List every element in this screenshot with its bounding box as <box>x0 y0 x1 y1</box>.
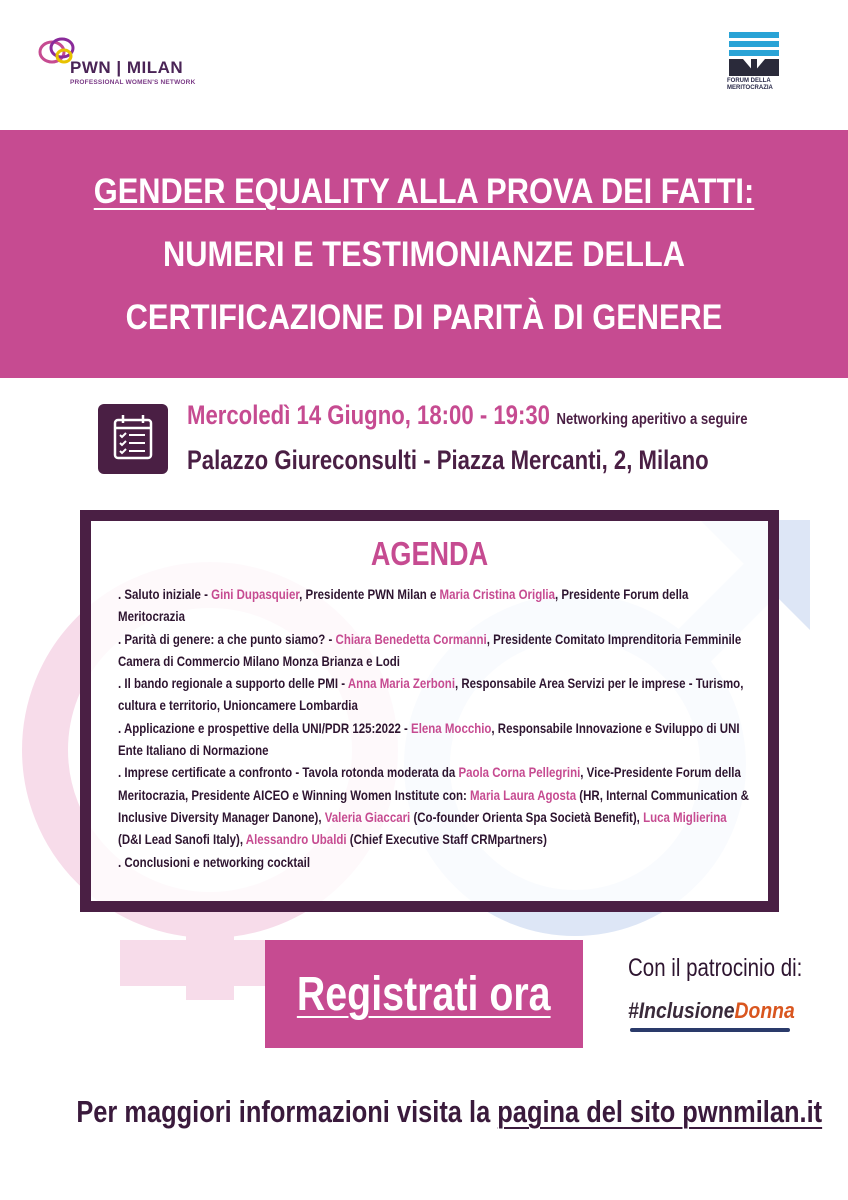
forum-meritocrazia-logo <box>727 32 787 102</box>
agenda-item <box>118 717 749 762</box>
calendar-icon <box>98 404 168 474</box>
event-date-time <box>187 400 748 431</box>
calendar-checklist-icon <box>98 404 168 474</box>
forum-logo-text <box>727 78 789 92</box>
agenda-text: . Imprese certificate a confronto - Tavola rotonda moderata da <box>118 764 459 781</box>
hashtag-underline <box>630 1028 790 1032</box>
agenda-text: . Saluto iniziale - <box>118 586 212 602</box>
speaker-name: Elena Mocchio <box>411 719 492 736</box>
hashtag-suffix: Donna <box>734 998 795 1023</box>
pwn-logo-subtitle: PROFESSIONAL WOMEN'S NETWORK <box>70 79 196 86</box>
footer-info <box>76 1094 823 1130</box>
agenda-text: , Responsabile Area Servizi per le imprese - Turismo, cultura e territorio, Unioncamere Lombardia <box>118 675 744 714</box>
agenda-item <box>118 583 749 628</box>
agenda-text: , Presidente Forum della Meritocrazia <box>118 586 689 625</box>
pwn-milan-logo <box>34 34 194 94</box>
forum-logo-line1: FORUM DELLA <box>727 78 771 84</box>
hashtag-prefix: #Inclusione <box>628 998 735 1023</box>
agenda-text: . Applicazione e prospettive della UNI/PDR 125:2022 - <box>118 719 412 736</box>
event-title <box>86 160 762 349</box>
pwn-logo-name: PWN | MILAN <box>70 58 184 77</box>
speaker-name: Valeria Giaccari <box>324 808 411 825</box>
register-button[interactable] <box>265 940 583 1048</box>
speaker-name: Maria Laura Agosta <box>469 786 577 803</box>
agenda-title: AGENDA <box>370 535 489 572</box>
forum-logo-line2: MERITOCRAZIA <box>727 85 773 91</box>
agenda-text: (Co-founder Orienta Spa Società Benefit), <box>410 808 644 825</box>
agenda-text: . Parità di genere: a che punto siamo? - <box>118 630 336 647</box>
speaker-name: Paola Corna Pellegrini <box>458 764 581 781</box>
agenda-text: , Presidente PWN Milan e <box>299 586 440 602</box>
event-date-time-text: Mercoledì 14 Giugno, 18:00 - 19:30 <box>187 400 550 430</box>
patronage-label: Con il patrocinio di: <box>628 954 803 982</box>
agenda-box <box>80 510 779 912</box>
event-note: Networking aperitivo a seguire <box>556 411 748 428</box>
agenda-item <box>118 761 749 850</box>
register-button-label[interactable]: Registrati ora <box>297 967 551 1021</box>
footer-link[interactable]: pagina del sito pwnmilan.it <box>497 1094 823 1129</box>
speaker-name: Luca Miglierina <box>643 808 727 825</box>
agenda-text: (Chief Executive Staff CRMpartners) <box>346 831 547 848</box>
speaker-name: Anna Maria Zerboni <box>347 675 456 692</box>
forum-mark-icon <box>729 32 779 76</box>
agenda-text: (D&I Lead Sanofi Italy), <box>118 831 246 848</box>
agenda-text: , Presidente Comitato Imprenditoria Femminile Camera di Commercio Milano Monza Brianza e Lodi <box>118 630 742 669</box>
agenda-item <box>118 672 749 717</box>
agenda-text: . Conclusioni e networking cocktail <box>118 853 311 870</box>
title-line-1: GENDER EQUALITY ALLA PROVA DEI FATTI: <box>93 172 755 211</box>
agenda-text: . Il bando regionale a supporto delle PMI - <box>118 675 348 692</box>
title-line-3: CERTIFICAZIONE DI PARITÀ DI GENERE <box>125 298 723 337</box>
title-banner <box>0 130 848 378</box>
event-location: Palazzo Giureconsulti - Piazza Mercanti, 2, Milano <box>187 445 709 475</box>
agenda-list <box>118 583 749 873</box>
speaker-name: Maria Cristina Origlia <box>439 586 555 602</box>
agenda-item <box>118 851 749 873</box>
inclusione-donna-logo <box>628 998 795 1024</box>
speaker-name: Alessandro Ubaldi <box>245 831 347 848</box>
title-line-2: NUMERI E TESTIMONIANZE DELLA <box>163 235 685 274</box>
agenda-item <box>118 628 749 673</box>
agenda-text: (HR, Internal Communication & Inclusive Diversity Manager Danone), <box>118 786 749 825</box>
agenda-text: , Vice-Presidente Forum della Meritocrazia, Presidente AICEO e Winning Women Institute con: <box>118 764 741 803</box>
speaker-name: Chiara Benedetta Cormanni <box>335 630 487 647</box>
footer-text: Per maggiori informazioni visita la <box>76 1094 498 1129</box>
speaker-name: Gini Dupasquier <box>211 586 300 602</box>
agenda-text: , Responsabile Innovazione e Sviluppo di UNI Ente Italiano di Normazione <box>118 719 740 759</box>
